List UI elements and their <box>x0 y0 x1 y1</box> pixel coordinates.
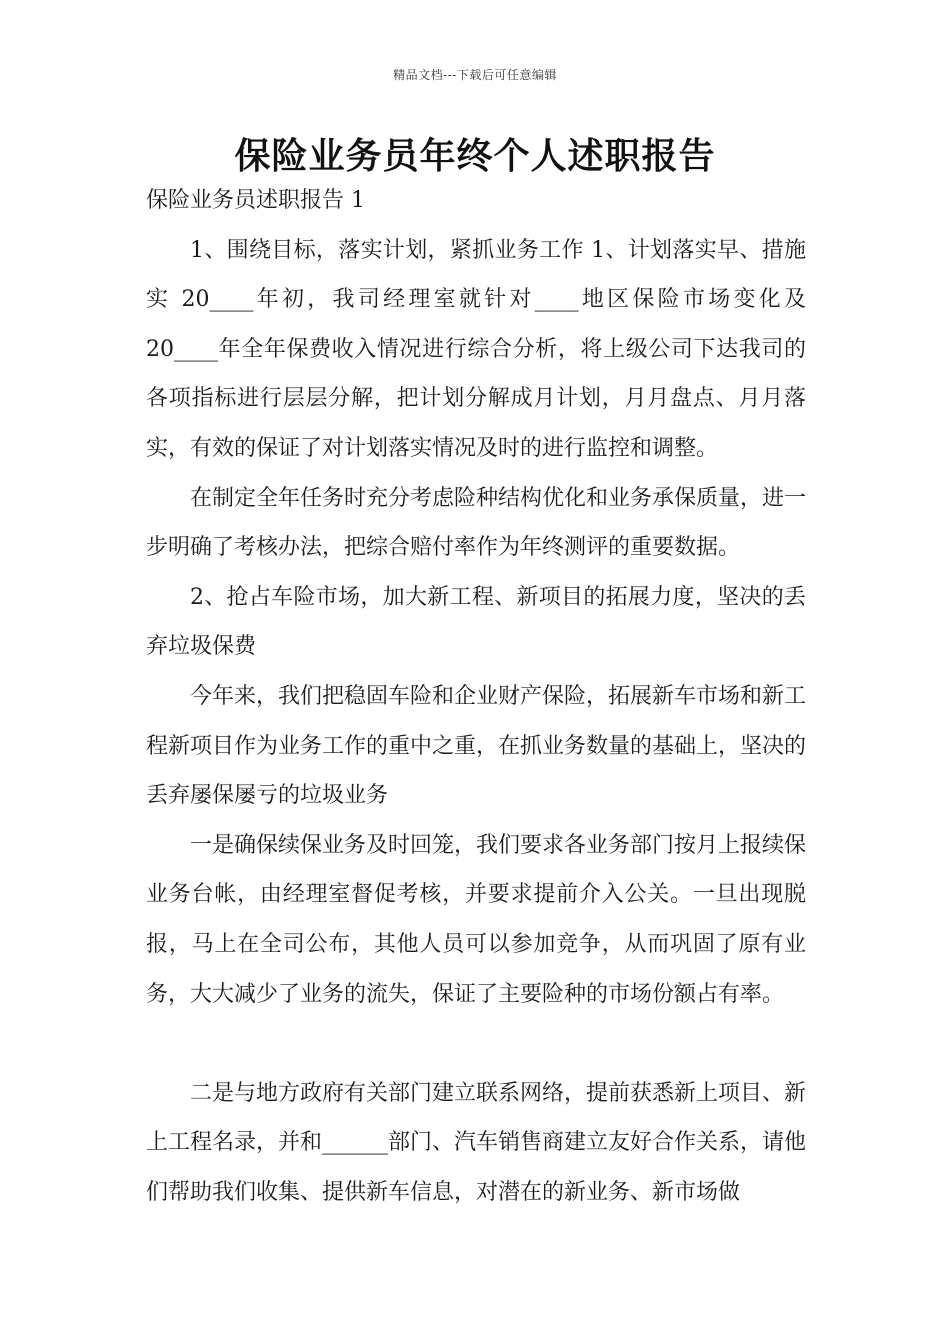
header-note: 精品文档---下载后可任意编辑 <box>393 68 557 82</box>
paragraph-6: 二是与地方政府有关部门建立联系网络，提前获悉新上项目、新上工程名录，并和______部门、汽车销售商建立友好合作关系，请他们帮助我们收集、提供新车信息，对潜在的新业务、新市场做 <box>146 1080 807 1205</box>
paragraph-2: 在制定全年任务时充分考虑险种结构优化和业务承保质量，进一步明确了考核办法，把综合赔付率作为年终测评的重要数据。 <box>146 485 807 561</box>
document-body <box>146 176 806 1217</box>
document-title: 保险业务员年终个人述职报告 <box>234 135 716 177</box>
paragraph-4: 今年来，我们把稳固车险和企业财产保险，拓展新车市场和新工程新项目作为业务工作的重中之重，在抓业务数量的基础上，坚决的丢弃屡保屡亏的垃圾业务 <box>146 683 807 809</box>
paragraph-1: 1、围绕目标，落实计划，紧抓业务工作 1、计划落实早、措施实 20____年初，我司经理室就针对____地区保险市场变化及 20____年全年保费收入情况进行综合分析，将上级公司下达我司的各项指标进行层层分解，把计划分解成月计划，月月盘点、月月落实，有效的保证了对计划落实情况及时的进行监控和调整。 <box>146 237 806 461</box>
paragraph-5: 一是确保续保业务及时回笼，我们要求各业务部门按月上报续保业务台帐，由经理室督促考核，并要求提前介入公关。一旦出现脱报，马上在全司公布，其他人员可以参加竞争，从而巩固了原有业务，大大减少了业务的流失，保证了主要险种的市场份额占有率。 <box>146 832 807 1007</box>
paragraph-3: 2、抢占车险市场，加大新工程、新项目的拓展力度，坚决的丢弃垃圾保费 <box>146 584 806 660</box>
paragraph-spacer <box>146 1019 806 1069</box>
section-subtitle: 保险业务员述职报告 1 <box>146 188 365 213</box>
